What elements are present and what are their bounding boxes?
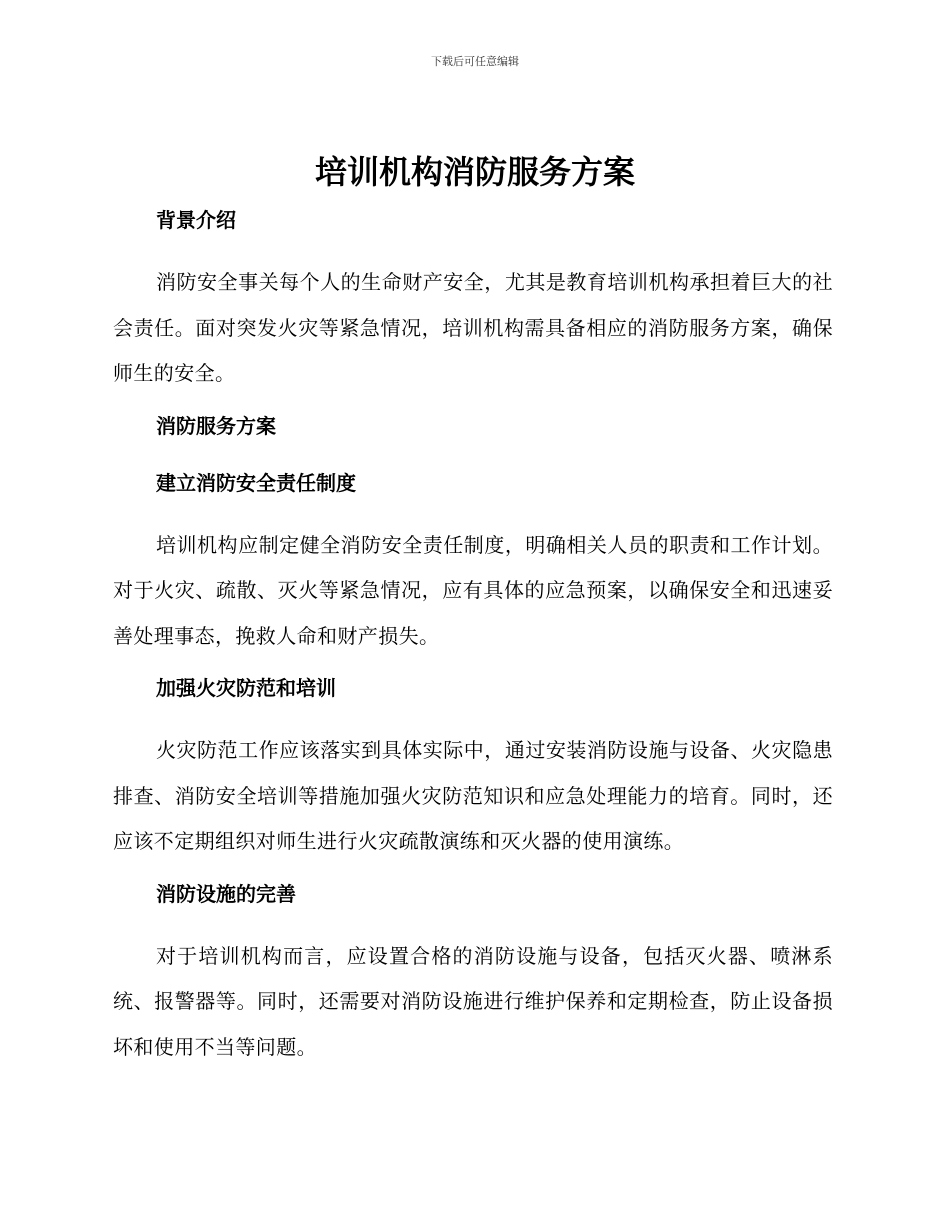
- section-paragraph: 培训机构应制定健全消防安全责任制度，明确相关人员的职责和工作计划。对于火灾、疏散、灭火等紧急情况，应有具体的应急预案，以确保安全和迅速妥善处理事态，挽救人命和财产损失。: [113, 532, 833, 648]
- section-heading: 建立消防安全责任制度: [156, 470, 356, 495]
- document-title: 培训机构消防服务方案: [314, 153, 635, 191]
- section-heading: 背景介绍: [156, 208, 236, 232]
- section-heading: 消防服务方案: [156, 413, 276, 438]
- page-header-note: 下载后可任意编辑: [431, 55, 519, 68]
- section-heading: 加强火灾防范和培训: [156, 676, 336, 700]
- section-responsibility-system: [113, 466, 833, 660]
- section-paragraph: 对于培训机构而言，应设置合格的消防设施与设备，包括灭火器、喷淋系统、报警器等。同时，还需要对消防设施进行维护保养和定期检查，防止设备损坏和使用不当等问题。: [113, 943, 833, 1059]
- section-fire-prevention-training: [113, 671, 833, 865]
- section-fire-service-plan: [113, 409, 833, 443]
- section-paragraph: 消防安全事关每个人的生命财产安全，尤其是教育培训机构承担着巨大的社会责任。面对突发火灾等紧急情况，培训机构需具备相应的消防服务方案，确保师生的安全。: [113, 270, 833, 385]
- section-fire-facilities: [113, 877, 833, 1071]
- section-background: [113, 203, 833, 397]
- section-heading: 消防设施的完善: [156, 881, 296, 906]
- section-paragraph: 火灾防范工作应该落实到具体实际中，通过安装消防设施与设备、火灾隐患排查、消防安全培训等措施加强火灾防范知识和应急处理能力的培育。同时，还应该不定期组织对师生进行火灾疏散演练和灭火器的使用演练。: [113, 738, 833, 853]
- document-body: [113, 203, 833, 1082]
